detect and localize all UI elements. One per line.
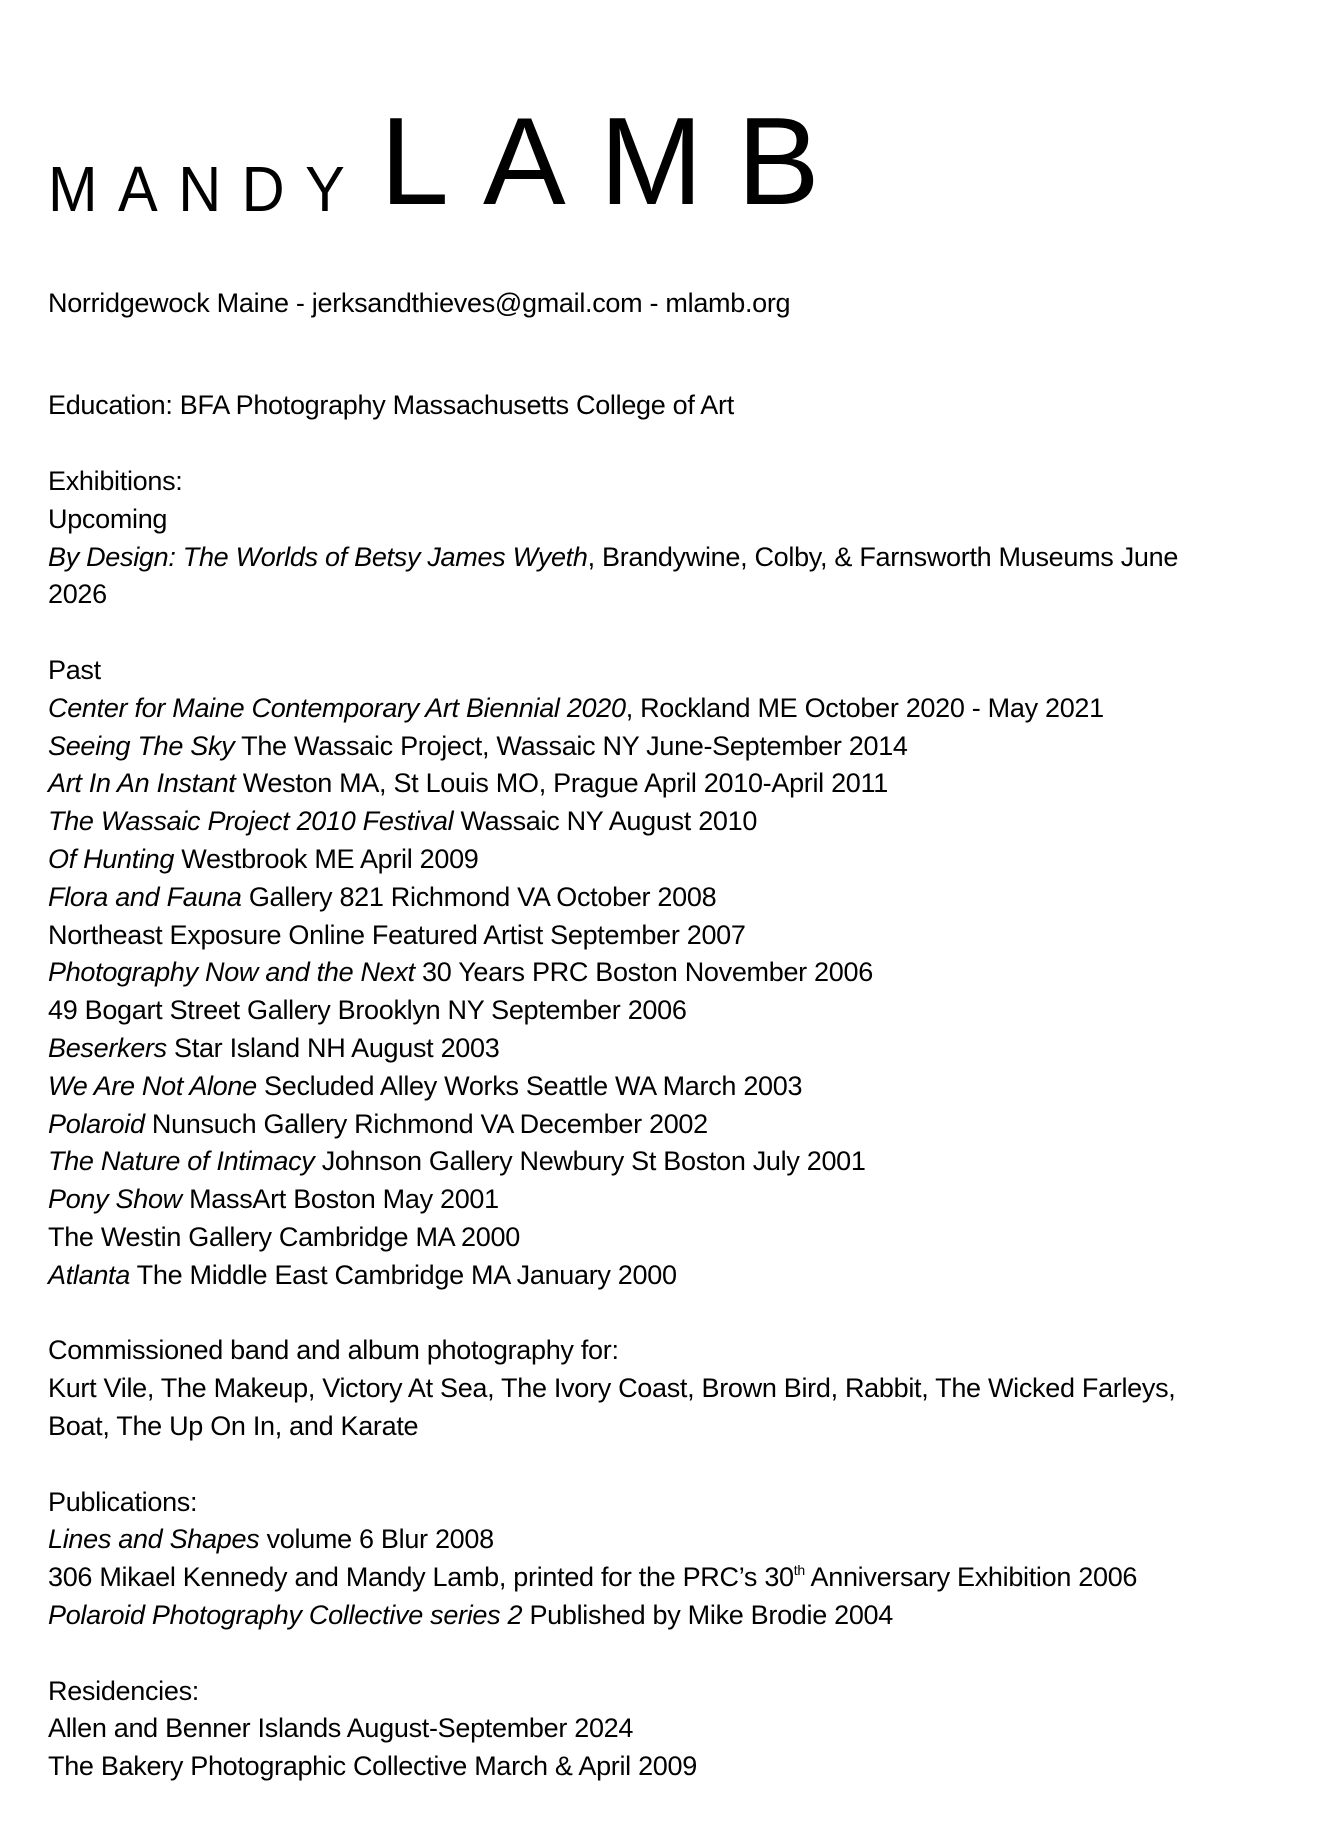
blank-line	[48, 1635, 1178, 1673]
italic-title: Polaroid	[48, 1108, 145, 1139]
text: 49 Bogart Street Gallery Brooklyn NY September 2006	[48, 995, 687, 1026]
section-residencies	[48, 1673, 1178, 1786]
list-item	[48, 728, 1178, 766]
list-item	[48, 652, 1178, 690]
list-item	[48, 992, 1178, 1030]
superscript: th	[793, 1562, 805, 1579]
education-line: Education: BFA Photography Massachusetts College of Art	[48, 390, 734, 420]
text: Weston MA, St Louis MO, Prague April 2010-April 2011	[235, 768, 888, 799]
text: Westbrook ME April 2009	[174, 843, 479, 874]
section-heading: Exhibitions:	[48, 466, 183, 496]
list-item	[48, 576, 1178, 614]
text: The Wassaic Project, Wassaic NY June-September 2014	[234, 730, 908, 761]
text: Boat, The Up On In, and Karate	[48, 1410, 419, 1441]
list-item	[48, 1257, 1178, 1295]
list-item	[48, 501, 1178, 539]
italic-title: Lines and Shapes	[48, 1524, 260, 1555]
italic-title: Photography Now and the Next	[48, 957, 415, 988]
section-exhibitions	[48, 463, 1178, 1332]
section-commissioned	[48, 1332, 1178, 1483]
list-item	[48, 1030, 1178, 1068]
italic-title: The Nature of Intimacy	[48, 1146, 315, 1177]
list-item	[48, 803, 1178, 841]
text: Nunsuch Gallery Richmond VA December 2002	[144, 1108, 708, 1139]
list-item	[48, 1597, 1178, 1635]
text: Northeast Exposure Online Featured Artist September 2007	[48, 919, 746, 950]
last-name: LAMB	[380, 93, 854, 231]
italic-title: Pony Show	[48, 1184, 182, 1215]
section-publications	[48, 1484, 1178, 1673]
text: The Bakery Photographic Collective March & April 2009	[48, 1751, 697, 1782]
text: Wassaic NY August 2010	[453, 806, 758, 837]
list-item	[48, 539, 1178, 577]
resume-sections	[48, 463, 1178, 1786]
blank-line	[48, 614, 1178, 652]
list-item	[48, 1710, 1178, 1748]
italic-title: Seeing The Sky	[48, 730, 235, 761]
text: Star Island NH August 2003	[166, 1032, 500, 1063]
text: MassArt Boston May 2001	[181, 1184, 499, 1215]
text: Kurt Vile, The Makeup, Victory At Sea, The Ivory Coast, Brown Bird, Rabbit, The Wicked Farleys,	[48, 1373, 1176, 1404]
text: Allen and Benner Islands August-September 2024	[48, 1713, 634, 1744]
text: Gallery 821 Richmond VA October 2008	[241, 881, 717, 912]
italic-title: Atlanta	[48, 1259, 130, 1290]
list-item	[48, 841, 1178, 879]
list-item	[48, 1106, 1178, 1144]
first-name: MANDY	[48, 153, 366, 225]
list-item	[48, 1181, 1178, 1219]
list-item	[48, 765, 1178, 803]
list-item	[48, 1521, 1178, 1559]
italic-title: Polaroid Photography Collective series 2	[48, 1599, 523, 1630]
text: Anniversary Exhibition 2006	[804, 1562, 1138, 1593]
text: Johnson Gallery Newbury St Boston July 2001	[314, 1146, 866, 1177]
italic-title: The Wassaic Project 2010 Festival	[48, 806, 454, 837]
section-heading: Commissioned band and album photography for:	[48, 1335, 619, 1366]
list-item	[48, 690, 1178, 728]
blank-line	[48, 1295, 1178, 1333]
text: 306 Mikael Kennedy and Mandy Lamb, printed for the PRC’s 30	[48, 1562, 794, 1593]
list-item	[48, 1143, 1178, 1181]
text: Upcoming	[48, 503, 168, 534]
contact-line: Norridgewock Maine - jerksandthieves@gmail.com - mlamb.org	[48, 288, 791, 318]
italic-title: Flora and Fauna	[48, 881, 242, 912]
list-item	[48, 1408, 1178, 1446]
list-item	[48, 917, 1178, 955]
italic-title: Art In An Instant	[48, 768, 236, 799]
text: 30 Years PRC Boston November 2006	[414, 957, 873, 988]
list-item	[48, 1559, 1178, 1597]
text: volume 6 Blur 2008	[259, 1524, 494, 1555]
section-heading: Publications:	[48, 1486, 198, 1517]
text: The Westin Gallery Cambridge MA 2000	[48, 1221, 520, 1252]
text: The Middle East Cambridge MA January 2000	[129, 1259, 677, 1290]
list-item	[48, 1370, 1178, 1408]
italic-title: Beserkers	[48, 1032, 167, 1063]
italic-title: Of Hunting	[48, 843, 175, 874]
blank-line	[48, 1446, 1178, 1484]
text: , Brandywine, Colby, & Farnsworth Museums June	[587, 541, 1179, 572]
section-heading: Residencies:	[48, 1675, 199, 1706]
italic-title: We Are Not Alone	[48, 1070, 257, 1101]
text: Published by Mike Brodie 2004	[522, 1599, 893, 1630]
text: Secluded Alley Works Seattle WA March 2003	[256, 1070, 803, 1101]
text: 2026	[48, 579, 107, 610]
italic-title: By Design: The Worlds of Betsy James Wyeth	[48, 541, 588, 572]
list-item	[48, 1068, 1178, 1106]
list-item	[48, 879, 1178, 917]
text: , Rockland ME October 2020 - May 2021	[625, 692, 1104, 723]
list-item	[48, 1748, 1178, 1786]
list-item	[48, 1219, 1178, 1257]
italic-title: Center for Maine Contemporary Art Biennial 2020	[48, 692, 626, 723]
text: Past	[48, 654, 101, 685]
list-item	[48, 954, 1178, 992]
